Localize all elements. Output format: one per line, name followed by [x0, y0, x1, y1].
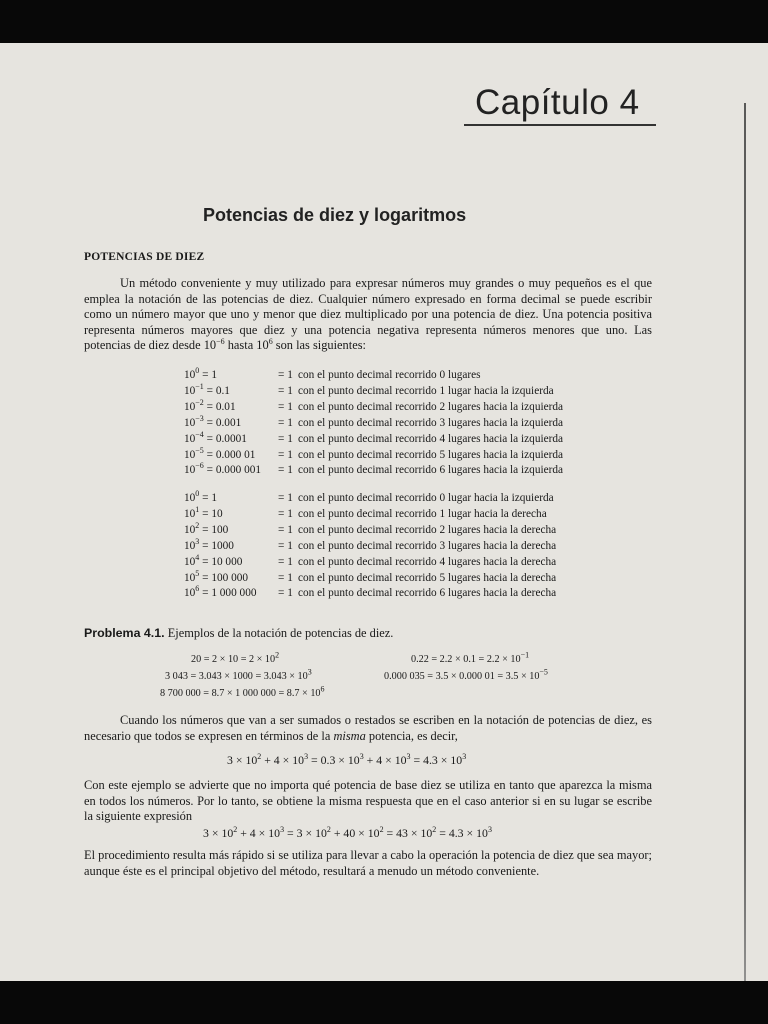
book-page [0, 43, 768, 981]
equals-one: = 1 [278, 555, 293, 568]
power-expression: $10^0 = 1$ [184, 366, 217, 381]
chapter-underline [464, 124, 656, 126]
paragraph-procedure: El procedimiento resulta más rápido si se utiliza para llevar a cabo la operación la potencia de diez que sea mayor; aunque éste es el principal objetivo del método, resultará a menudo un método conveniente. [84, 848, 652, 878]
problem-text: Ejemplos de la notación de potencias de diez. [167, 626, 394, 640]
power-description: con el punto decimal recorrido 1 lugar hacia la izquierda [298, 384, 554, 397]
power-description: con el punto decimal recorrido 0 lugares [298, 369, 481, 381]
equals-one: = 1 [278, 400, 293, 413]
equals-one: = 1 [278, 432, 293, 445]
section-heading: POTENCIAS DE DIEZ [84, 251, 205, 263]
negative-powers-table [184, 368, 563, 479]
power-expression: $10^6 = 1$ 000 000 [184, 584, 257, 600]
intro-paragraph: Un método conveniente y muy utilizado para expresar números muy grandes o muy pequeños es el que emplea la notación de las potencias de diez. Cualquier número expresado en forma decimal se puede escribir como un número mayor que uno y menor que diez multiplicado por una potencia de diez. Una potencia positiva representa números mayores que diez y una potencia negativa representa números menores que uno. Las potencias de diez desde $10^{-6}$ hasta $10^6$ son las siguientes: [84, 276, 652, 352]
equation-1: $3 \times 10^2 + 4 \times 10^3 = 0.3 \times 10^3 + 4 \times 10^3 = 4.3 \times 10^3$ [227, 752, 467, 767]
power-expression: $10^{-4} = 0.0001$ [184, 429, 247, 445]
power-row [184, 445, 564, 464]
power-row [184, 536, 557, 555]
paragraph-example-note: Con este ejemplo se advierte que no importa qué potencia de base diez se utiliza en tanto que aparezca la misma en todos los números. Por lo tanto, se obtiene la misma respuesta que en el caso anterior si en su lugar se escribe la siguiente expresión [84, 778, 652, 823]
power-row [184, 552, 557, 571]
power-expression: $10^{-6} = 0.000$ 001 [184, 461, 262, 477]
power-description: con el punto decimal recorrido 6 lugares hacia la derecha [298, 587, 557, 600]
equals-one: = 1 [278, 571, 293, 584]
power-row [184, 568, 557, 587]
power-description: con el punto decimal recorrido 2 lugares hacia la derecha [298, 523, 557, 536]
equals-one: = 1 [278, 492, 293, 504]
power-expression: $10^{-2} = 0.01$ [184, 398, 236, 413]
equation-2: $3 \times 10^2 + 4 \times 10^3 = 3 \times 10^2 + 40 \times 10^2 = 43 \times 10^2 = 4.3 \times 10^3$ [203, 825, 492, 840]
power-expression: $10^4 = 10$ 000 [184, 552, 243, 568]
equals-one: = 1 [278, 523, 293, 536]
power-expression: $10^5 = 100$ 000 [184, 568, 249, 584]
page-title: Potencias de diez y logaritmos [203, 205, 467, 225]
equals-one: = 1 [278, 464, 293, 477]
example-left-2: 3 $043 = 3.043 \times 1000 = 3.043 \times 10^3$ [165, 667, 312, 682]
power-expression: $10^0 = 1$ [184, 489, 217, 504]
power-description: con el punto decimal recorrido 2 lugares hacia la izquierda [298, 400, 564, 413]
power-row [184, 463, 563, 479]
equals-one: = 1 [278, 416, 293, 429]
power-description: con el punto decimal recorrido 5 lugares hacia la derecha [298, 571, 557, 584]
power-expression: $10^{-5} = 0.000$ 01 [184, 445, 256, 461]
equals-one: = 1 [278, 539, 293, 552]
power-description: con el punto decimal recorrido 3 lugares hacia la derecha [298, 539, 557, 552]
power-row [184, 429, 564, 448]
power-row [184, 507, 556, 523]
power-expression: $10^2 = 100$ [184, 521, 229, 536]
power-description: con el punto decimal recorrido 0 lugar hacia la izquierda [298, 492, 554, 504]
power-description: con el punto decimal recorrido 1 lugar hacia la derecha [298, 507, 547, 520]
power-row [184, 368, 563, 384]
power-description: con el punto decimal recorrido 5 lugares hacia la izquierda [298, 448, 564, 461]
example-left-1: $20 = 2 \times 10 = 2 \times 10^2$ [191, 650, 280, 665]
power-row [184, 523, 556, 539]
power-expression: $10^1 = 10$ [184, 505, 223, 520]
equals-one: = 1 [278, 587, 293, 600]
example-left-3: 8 700 000 = 8.7 × 1 000 $000 = 8.7 \times 10^6$ [160, 684, 325, 699]
example-right-1: $0.22 = 2.2 \times 0.1 = 2.2 \times 10^{-1}$ [411, 650, 530, 665]
problem-heading [84, 626, 393, 641]
example-right-2: 0.000 035 = 3.5 × 0.000 $01 = 3.5 \times 10^{-5}$ [384, 667, 548, 682]
power-expression: $10^{-1} = 0.1$ [184, 382, 230, 397]
page-edge-shadow [744, 103, 746, 981]
power-row [184, 586, 556, 602]
equals-one: = 1 [278, 384, 293, 397]
equals-one: = 1 [278, 507, 293, 520]
problem-label: Problema 4.1. [84, 626, 165, 640]
power-expression: $10^{-3} = 0.001$ [184, 413, 242, 429]
equals-one: = 1 [278, 369, 293, 381]
equals-one: = 1 [278, 448, 293, 461]
paragraph-same-power: Cuando los números que van a ser sumados o restados se escriben en la notación de potencias de diez, es necesario que todos se expresen en términos de la misma potencia, es decir, [84, 713, 652, 743]
power-description: con el punto decimal recorrido 3 lugares hacia la izquierda [298, 416, 564, 429]
power-expression: $10^3 = 1000$ [184, 536, 234, 552]
power-description: con el punto decimal recorrido 6 lugares hacia la izquierda [298, 464, 564, 477]
power-row [184, 400, 563, 416]
power-row [184, 413, 564, 432]
power-row [184, 384, 563, 400]
positive-powers-table [184, 491, 556, 602]
power-description: con el punto decimal recorrido 4 lugares hacia la izquierda [298, 432, 564, 445]
chapter-heading: Capítulo 4 [475, 83, 640, 122]
power-row [184, 491, 556, 507]
power-description: con el punto decimal recorrido 4 lugares hacia la derecha [298, 555, 557, 568]
